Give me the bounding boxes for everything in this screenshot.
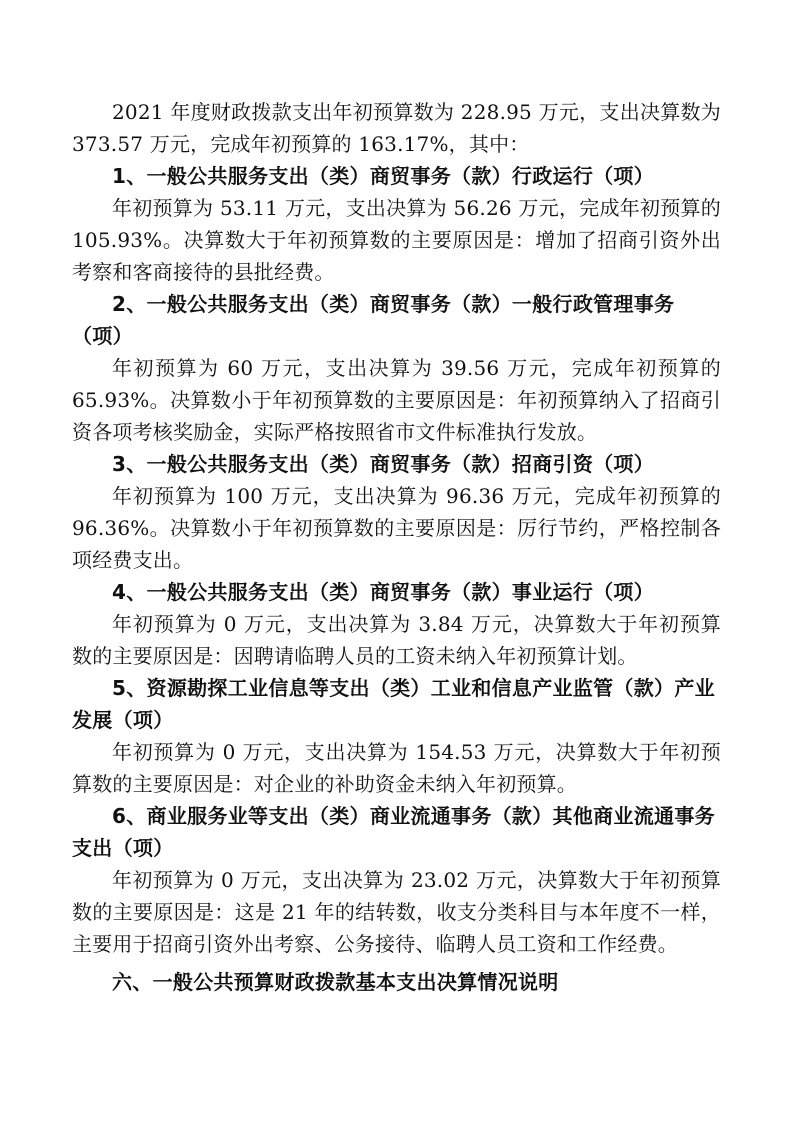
item-body-6: 年初预算为 0 万元，支出决算为 23.02 万元，决算数大于年初预算数的主要原因是：这是 21 年的结转数，收支分类科目与本年度不一样，主要用于招商引资外出考察、公务接待、临聘人员工资和工作经费。 [72, 868, 721, 956]
item-body-4: 年初预算为 0 万元，支出决算为 3.84 万元，决算数大于年初预算数的主要原因是：因聘请临聘人员的工资未纳入年初预算计划。 [72, 612, 721, 668]
item-heading-4: 4、一般公共服务支出（类）商贸事务（款）事业运行（项） [112, 580, 655, 604]
item-body-2: 年初预算为 60 万元，支出决算为 39.56 万元，完成年初预算的 65.93%。决算数小于年初预算数的主要原因是：年初预算纳入了招商引资各项考核奖励金，实际严格按照省市文件标准执行发放。 [72, 356, 721, 444]
item-heading-2: 2、一般公共服务支出（类）商贸事务（款）一般行政管理事务（项） [72, 292, 675, 348]
item-heading-1: 1、一般公共服务支出（类）商贸事务（款）行政运行（项） [112, 164, 655, 188]
document-page [72, 96, 721, 998]
item-body-3: 年初预算为 100 万元，支出决算为 96.36 万元，完成年初预算的 96.36%。决算数小于年初预算数的主要原因是：厉行节约，严格控制各项经费支出。 [72, 484, 721, 572]
item-heading-3: 3、一般公共服务支出（类）商贸事务（款）招商引资（项） [112, 452, 655, 476]
intro-paragraph: 2021 年度财政拨款支出年初预算数为 228.95 万元，支出决算数为 373.57 万元，完成年初预算的 163.17%，其中： [72, 100, 721, 156]
item-heading-6: 6、商业服务业等支出（类）商业流通事务（款）其他商业流通事务支出（项） [72, 804, 715, 860]
item-heading-5: 5、资源勘探工业信息等支出（类）工业和信息产业监管（款）产业发展（项） [72, 676, 715, 732]
item-body-5: 年初预算为 0 万元，支出决算为 154.53 万元，决算数大于年初预算数的主要原因是：对企业的补助资金未纳入年初预算。 [72, 740, 721, 796]
item-body-1: 年初预算为 53.11 万元，支出决算为 56.26 万元，完成年初预算的 105.93%。决算数大于年初预算数的主要原因是：增加了招商引资外出考察和客商接待的县批经费。 [72, 196, 721, 284]
section-title: 六、一般公共预算财政拨款基本支出决算情况说明 [112, 970, 559, 994]
